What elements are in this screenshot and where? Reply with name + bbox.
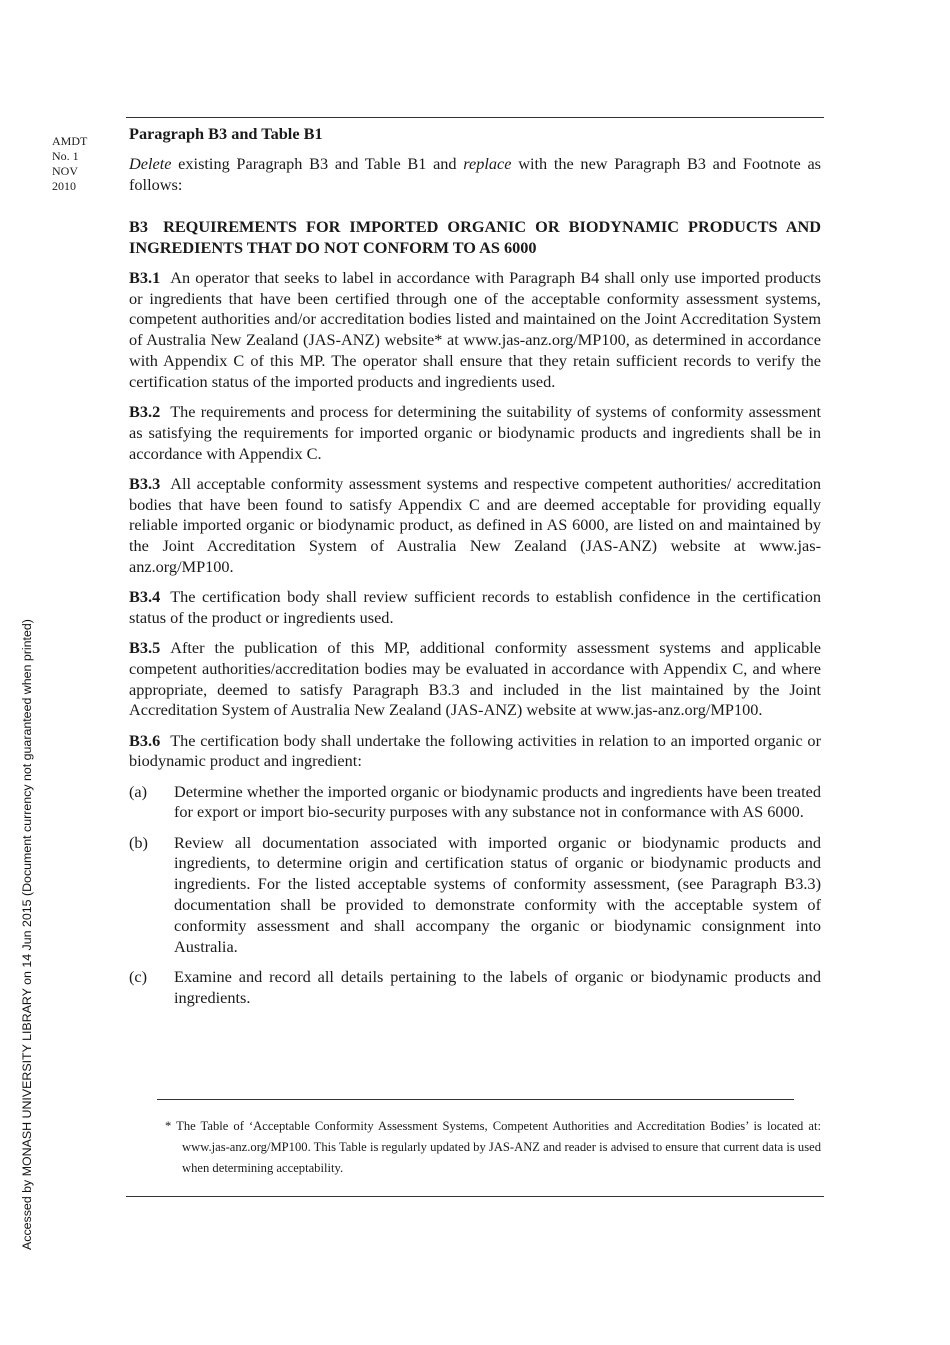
footnote-divider xyxy=(157,1099,794,1100)
intro-paragraph xyxy=(129,154,821,196)
paragraph-id: B3.1 xyxy=(129,267,161,287)
amendment-month: NOV xyxy=(52,164,78,178)
top-rule xyxy=(126,117,824,118)
intro-end: with the new Paragraph B3 and Footnote as follows: xyxy=(129,154,822,194)
amendment-year: 2010 xyxy=(52,179,76,193)
amendment-label: AMDT xyxy=(52,134,88,148)
section-title: REQUIREMENTS FOR IMPORTED ORGANIC OR BIODYNAMIC PRODUCTS AND INGREDIENTS THAT DO NOT CONFORM TO AS 6000 xyxy=(129,216,821,257)
paragraph-b3-6 xyxy=(129,731,821,773)
paragraph-text: All acceptable conformity assessment systems and respective competent authorities/ accreditation bodies that have been found to satisfy Appendix C and are deemed acceptable for providing equally reliable imported organic or biodynamic product, as defined in AS 6000, are listed on and maintained by the Joint Accreditation System of Australia New Zealand (JAS-ANZ) website at www.jas-anz.org/MP100. xyxy=(129,473,821,576)
list-item-label: (b) xyxy=(129,832,148,852)
section-heading xyxy=(129,217,821,259)
paragraph-text: The certification body shall review sufficient records to establish confidence in the certification status of the product or ingredients used. xyxy=(129,587,821,627)
paragraph-text: The requirements and process for determining the suitability of systems of conformity assessment as satisfying the requirements for imported organic or biodynamic products and ingredients shall be in accordance with Appendix C. xyxy=(129,401,821,463)
intro-verb-replace: replace xyxy=(463,154,512,174)
access-notice: Accessed by MONASH UNIVERSITY LIBRARY on 14 Jun 2015 (Document currency not guaranteed when printed) xyxy=(20,619,34,1250)
list-item-b xyxy=(129,833,821,958)
list-item-a xyxy=(129,782,821,824)
paragraph-b3-3 xyxy=(129,474,821,578)
intro-verb-delete: Delete xyxy=(129,154,172,174)
list-item-text: Determine whether the imported organic or biodynamic products and ingredients have been treated for export or import bio-security purposes with any substance not in conformance with AS 6000. xyxy=(174,781,821,822)
list-item-text: Examine and record all details pertaining to the labels of organic or biodynamic products and ingredients. xyxy=(174,966,821,1007)
amendment-note xyxy=(52,134,102,194)
paragraph-id: B3.2 xyxy=(129,401,161,421)
paragraph-text: After the publication of this MP, additional conformity assessment systems and applicable competent authorities/accreditation bodies may be evaluated in accordance with Appendix C, and where appropriate, deemed to satisfy Paragraph B3.3 and included in the list maintained by the Joint Accreditation System of Australia New Zealand (JAS-ANZ) website at www.jas-anz.org/MP100. xyxy=(129,638,821,720)
paragraph-text: The certification body shall undertake the following activities in relation to an imported organic or biodynamic product and ingredient: xyxy=(129,730,821,771)
list-item-label: (c) xyxy=(129,966,148,986)
section-number: B3 xyxy=(129,216,149,236)
amendment-number: No. 1 xyxy=(52,149,79,163)
list-item-c xyxy=(129,967,821,1009)
page-heading: Paragraph B3 and Table B1 xyxy=(129,124,323,143)
paragraph-b3-4 xyxy=(129,587,821,629)
paragraph-id: B3.5 xyxy=(129,638,161,658)
paragraph-id: B3.3 xyxy=(129,473,161,493)
list-item-label: (a) xyxy=(129,781,148,801)
intro-mid: existing Paragraph B3 and Table B1 and xyxy=(171,154,464,174)
paragraph-b3-1 xyxy=(129,268,821,393)
document-body xyxy=(129,124,821,1018)
paragraph-b3-5 xyxy=(129,638,821,721)
footnote xyxy=(165,1116,821,1179)
bottom-rule xyxy=(126,1196,824,1197)
footnote-text: * The Table of ‘Acceptable Conformity Assessment Systems, Competent Authorities and Accreditation Bodies’ is located at: www.jas-anz.org/MP100. This Table is regularly updated by JAS-ANZ and reader is advised to ensure that current data is used when determining acceptability. xyxy=(165,1119,821,1175)
paragraph-id: B3.4 xyxy=(129,587,161,607)
paragraph-text: An operator that seeks to label in accordance with Paragraph B4 shall only use imported products or ingredients that have been certified through one of the acceptable conformity assessment systems, competent authorities and/or accreditation bodies listed and maintained on the Joint Accreditation System of Australia New Zealand (JAS-ANZ) website* at www.jas-anz.org/MP100, as determined in accordance with Appendix C of this MP. The operator shall ensure that they retain sufficient records to verify the certification status of the imported products and ingredients used. xyxy=(129,267,821,391)
paragraph-b3-2 xyxy=(129,402,821,464)
paragraph-id: B3.6 xyxy=(129,730,161,750)
list-item-text: Review all documentation associated with imported organic or biodynamic products and ingredients, to determine origin and certification status of organic or biodynamic products and ingredients. For the listed acceptable systems of conformity assessment, (see Paragraph B3.3) documentation shall be provided to demonstrate conformity with the acceptable system of conformity assessment and shall accompany the organic or biodynamic consignment into Australia. xyxy=(174,832,821,956)
